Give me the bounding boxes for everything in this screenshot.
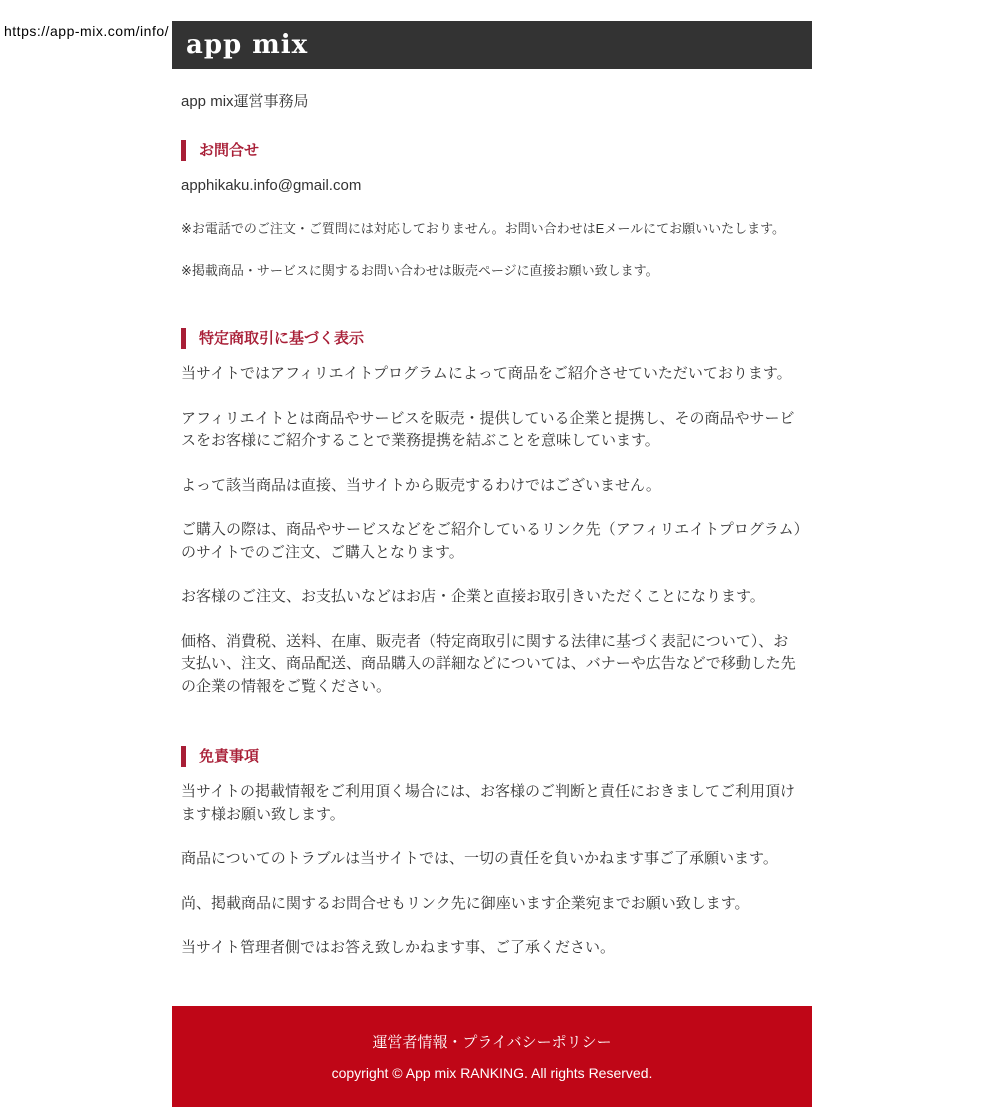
tokushoho-paragraph: アフィリエイトとは商品やサービスを販売・提供している企業と提携し、その商品やサービスをお客様にご紹介することで業務提携を結ぶことを意味しています。 (181, 409, 795, 449)
tokushoho-paragraph: 価格、消費税、送料、在庫、販売者（特定商取引に関する法律に基づく表記について）、お支払い、注文、商品配送、商品購入の詳細などについては、バナーや広告などで移動した先の企業の情報をご覧ください。 (181, 632, 796, 695)
contact-note-phone: ※お電話でのご注文・ご質問には対応しておりません。お問い合わせはEメールにてお願いいたします。 (181, 221, 786, 236)
disclaimer-paragraph: 当サイト管理者側ではお答え致しかねます事、ご了承ください。 (181, 939, 615, 956)
site-header (172, 21, 812, 69)
tokushoho-paragraph: お客様のご注文、お支払いなどはお店・企業と直接お取引きいただくことになります。 (181, 588, 765, 605)
section-heading-contact: お問合せ (181, 140, 803, 161)
site-footer (172, 1006, 812, 1107)
section-heading-disclaimer: 免責事項 (181, 746, 803, 767)
contact-note-products: ※掲載商品・サービスに関するお問い合わせは販売ページに直接お願い致します。 (181, 262, 659, 278)
disclaimer-paragraph: 尚、掲載商品に関するお問合せもリンク先に御座います企業宛までお願い致します。 (181, 894, 750, 912)
page-content (172, 91, 812, 960)
section-heading-tokushoho: 特定商取引に基づく表示 (181, 328, 803, 349)
contact-email: apphikaku.info@gmail.com (181, 176, 362, 194)
footer-privacy-policy-link[interactable]: 運営者情報・プライバシーポリシー (372, 1033, 612, 1051)
site-title[interactable]: app mix (186, 30, 309, 60)
tokushoho-paragraph: ご購入の際は、商品やサービスなどをご紹介しているリンク先（アフィリエイトプログラム）のサイトでのご注文、ご購入となります。 (181, 521, 802, 561)
tokushoho-paragraph: よって該当商品は直接、当サイトから販売するわけではございません。 (181, 476, 661, 494)
page-container (172, 21, 812, 1111)
tokushoho-paragraph: 当サイトではアフィリエイトプログラムによって商品をご紹介させていただいております。 (181, 365, 792, 382)
disclaimer-paragraph: 商品についてのトラブルは当サイトでは、一切の責任を負いかねます事ご了承願います。 (181, 850, 778, 867)
page-url: https://app-mix.com/info/ (4, 23, 170, 39)
disclaimer-paragraph: 当サイトの掲載情報をご利用頂く場合には、お客様のご判断と責任におきましてご利用頂けます様お願い致します。 (181, 783, 795, 823)
copyright-text: copyright © App mix RANKING. All rights Reserved. (331, 1064, 653, 1081)
operator-name: app mix運営事務局 (181, 93, 309, 110)
